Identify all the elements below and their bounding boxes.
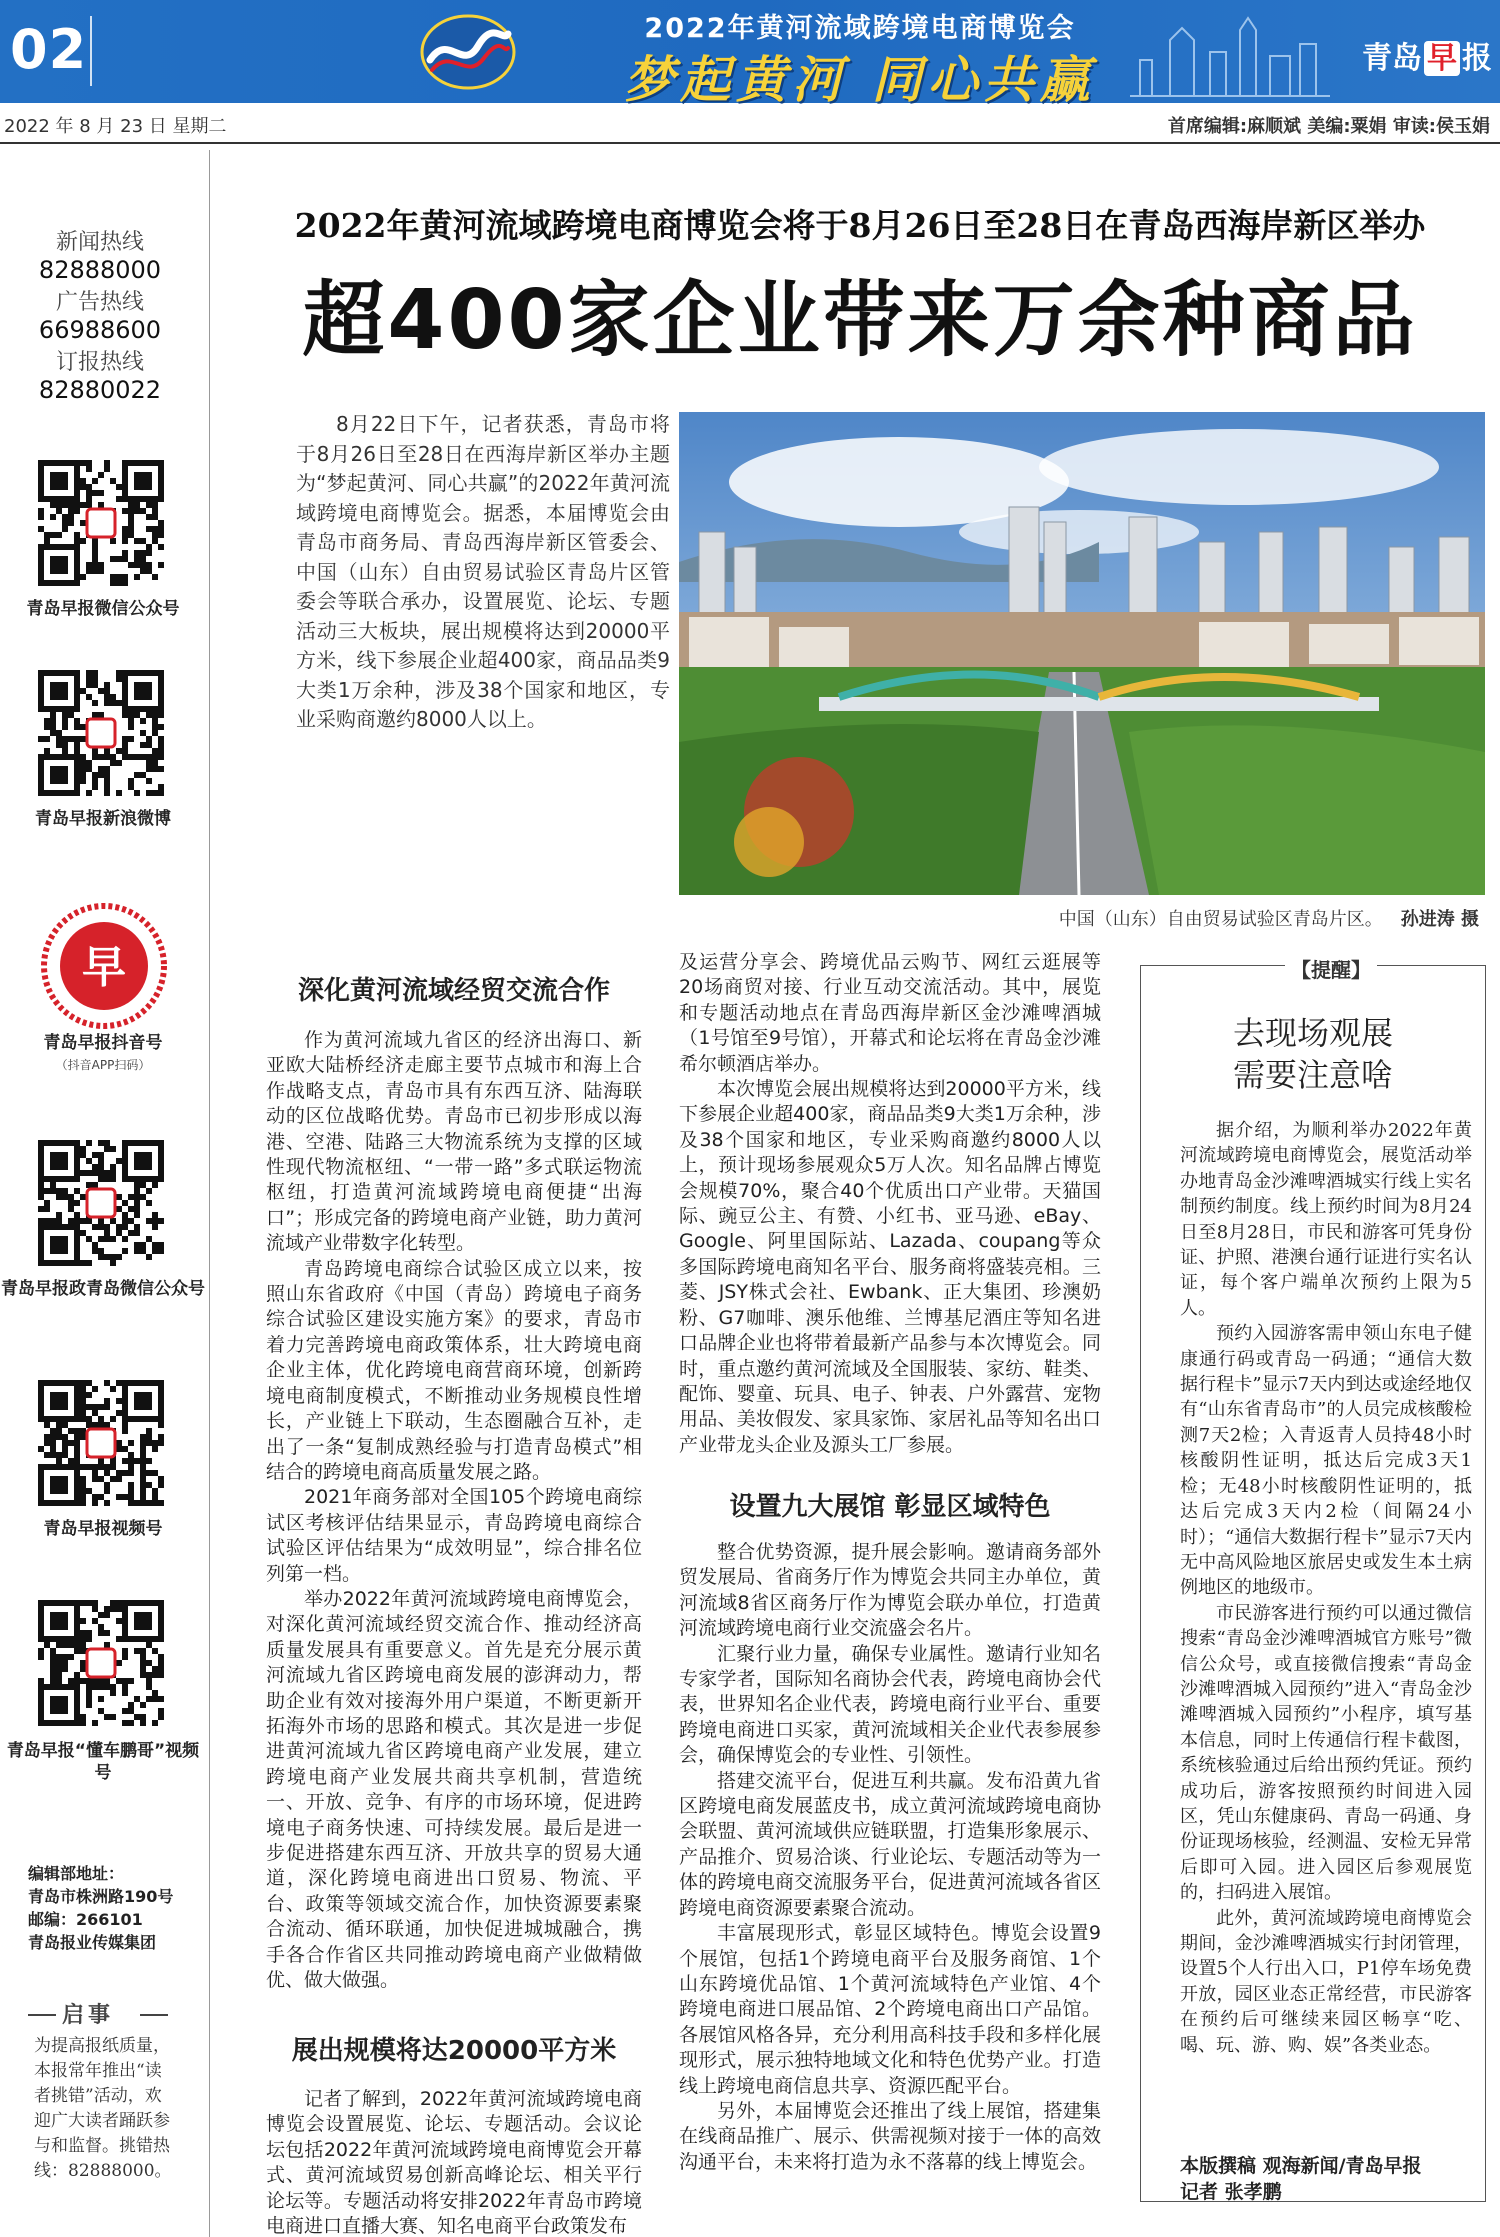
qr-code-zhengqingdao-icon[interactable] — [38, 1140, 164, 1266]
notice-rule-right — [140, 2014, 168, 2016]
hotline-number: 82880022 — [38, 376, 162, 404]
paragraph: 另外，本届博览会还推出了线上展馆，搭建集在线商品推广、展示、供需视频对接于一体的高效沟通平台，未来将打造为永不落幕的线上博览会。 — [679, 2099, 1101, 2173]
paper-name — [1362, 33, 1492, 77]
paragraph: 本次博览会展出规模将达到20000平方米，线下参展企业超400家，商品品类9大类1万余种，涉及38个国家和地区，专业采购商邀约8000人以上，预计现场参展观众5万人次。知名品牌占博览会规模70%，聚合40个优质出口产业带。天猫国际、豌豆公主、有赞、小红书、亚马逊、eBay、Google、阿里国际站、Lazada、coupang等众多国际跨境电商知名平台、服务商将盛装亮相。三菱、JSY株式会社、Ewbank、正大集团、珍澳奶粉、G7咖啡、澳乐他维、兰博基尼酒庄等知名进口品牌企业也将带着最新产品参与本次博览会。同时，重点邀约黄河流域及全国服装、家纺、鞋类、配饰、婴童、玩具、电子、钟表、户外露营、宠物用品、美妆假发、家具家饰、家居礼品等知名出口产业带龙头企业及源头工厂参展。 — [679, 1078, 1101, 1456]
paper-name-part3: 报 — [1462, 41, 1492, 76]
section-heading: 设置九大展馆 彰显区域特色 — [729, 1492, 1051, 1522]
editorial-address — [28, 1862, 173, 1954]
hotline-label: 广告热线 — [55, 290, 144, 315]
hotline-label: 新闻热线 — [55, 230, 144, 255]
banner-divider — [90, 16, 92, 86]
notice-body: 为提高报纸质量，本报常年推出“读者挑错”活动，欢迎广大读者踊跃参与和监督。挑错热线：82888000。 — [34, 2036, 172, 2181]
paragraph: 2021年商务部对全国105个跨境电商综试区考核评估结果显示，青岛跨境电商综合试验区评估结果为“成效明显”，综合排名位列第一档。 — [266, 1486, 642, 1585]
hotline-number: 82888000 — [38, 256, 162, 284]
paper-name-part2: 早 — [1424, 41, 1460, 76]
paragraph: 预约入园游客需申领山东电子健康通行码或青岛一码通；“通信大数据行程卡”显示7天内到达或途经地仅有“山东省青岛市”的人员完成核酸检测7天2检；入青返青人员持48小时核酸阴性证明，抵达后完成3天1检；无48小时核酸阴性证明的，抵达后完成3天内2检（间隔24小时）；“通信大数据行程卡”显示7天内无中高风险地区旅居史或发生本土病例地区的地级市。 — [1180, 1323, 1472, 1599]
qr-caption: 青岛早报微信公众号 — [26, 599, 180, 619]
expo-slogan: 梦起黄河 同心共赢 — [624, 50, 1096, 109]
article-column-3 — [679, 1540, 1101, 2175]
expo-title: 2022年黄河流域跨境电商博览会 — [644, 13, 1076, 44]
svg-text:早: 早 — [82, 942, 126, 993]
address-postcode: 邮编：266101 — [28, 1910, 143, 1929]
paper-name-part1: 青岛 — [1362, 41, 1422, 76]
paragraph: 搭建交流平台，促进互利共赢。发布沿黄九省区跨境电商发展蓝皮书，成立黄河流域跨境电商协会联盟、黄河流域供应链联盟，打造集形象展示、产品推介、贸易洽谈、行业论坛、专题活动等为一体的跨境电商交流服务平台，促进黄河流域各省区跨境电商资源要素聚合流动。 — [679, 1769, 1101, 1919]
address-group: 青岛报业传媒集团 — [28, 1933, 157, 1952]
notice-title: 启事 — [62, 2002, 115, 2028]
editors-credit: 首席编辑:麻顺斌 美编:粟娟 审读:侯玉娟 — [1167, 116, 1490, 137]
address-label: 编辑部地址： — [28, 1864, 125, 1883]
reminder-body — [1180, 1118, 1472, 2058]
reminder-title-line2: 需要注意啥 — [1232, 1056, 1393, 1094]
qr-caption: 青岛早报政青岛微信公众号 — [1, 1279, 205, 1299]
byline-reporter: 记者 张孝鹏 — [1180, 2181, 1282, 2203]
qr-caption: 青岛早报新浪微博 — [35, 809, 171, 829]
paragraph: 丰富展现形式，彰显区域特色。博览会设置9个展馆，包括1个跨境电商平台及服务商馆、1个山东跨境优品馆、1个黄河流域特色产业馆、4个跨境电商进口展品馆、2个跨境电商出口产品馆。各展馆风格各异，充分利用高科技手段和多样化展现形式，展示独特地域文化和特色优势产业。打造线上跨境电商信息共享、资源匹配平台。 — [679, 1922, 1101, 2097]
dateline: 2022 年 8 月 23 日 星期二 — [4, 116, 227, 137]
paragraph: 市民游客进行预约可以通过微信搜索“青岛金沙滩啤酒城官方账号”微信公众号，或直接微信搜索“青岛金沙滩啤酒城入园预约”进入“青岛金沙滩啤酒城入园预约”小程序，填写基本信息，同时上传通信行程卡截图，系统核验通过后给出预约凭证。预约成功后，游客按照预约时间进入园区，凭山东健康码、青岛一码通、身份证现场核验，经测温、安检无异常后即可入园。进入园区后参观展览的，扫码进入展馆。 — [1180, 1602, 1472, 1904]
reminder-title — [1140, 1012, 1486, 1096]
qr-code-car-video-icon[interactable] — [38, 1600, 164, 1726]
free-trade-zone-photo — [679, 412, 1485, 895]
skyline-illustration-icon — [1130, 10, 1330, 100]
paragraph: 举办2022年黄河流域跨境电商博览会，对深化黄河流域经贸交流合作、推动经济高质量发展具有重要意义。首先是充分展示黄河流域九省区跨境电商发展的澎湃动力，帮助企业有效对接海外用户渠道，不断更新开拓海外市场的思路和模式。其次是进一步促进黄河流域九省区跨境电商产业发展，建立跨境电商产业发展共商共享机制，营造统一、开放、竞争、有序的市场环境，促进跨境电子商务快速、可持续发展。最后是进一步促进搭建东西互济、开放共享的贸易大通道，深化跨境电商进出口贸易、物流、平台、政策等领域交流合作，加快资源要素聚合流动、循环联通，加快促进城城融合，携手各合作省区共同推动跨境电商产业做精做优、做大做强。 — [266, 1587, 642, 1992]
paragraph: 及运营分享会、跨境优品云购节、网红云逛展等20场商贸对接、行业互动交流活动。其中，展览和专题活动地点在青岛西海岸新区金沙滩啤酒城（1号馆至9号馆），开幕式和论坛将在青岛金沙滩希尔顿酒店举办。 — [679, 951, 1101, 1075]
douyin-logo-icon[interactable] — [40, 902, 168, 1030]
notice-rule-left — [28, 2014, 56, 2016]
paragraph: 据介绍，为顺利举办2022年黄河流域跨境电商博览会，展览活动举办地青岛金沙滩啤酒城实行线上实名制预约制度。线上预约时间为8月24日至8月28日，市民和游客可凭身份证、护照、港澳台通行证进行实名认证，每个客户端单次预约上限为5人。 — [1180, 1120, 1472, 1319]
hotline-subscribe — [0, 345, 200, 404]
photo-caption-text: 中国（山东）自由贸易试验区青岛片区。 — [1058, 909, 1383, 930]
hotline-news — [0, 225, 200, 284]
header-rule — [0, 142, 1500, 144]
paragraph: 记者了解到，2022年黄河流域跨境电商博览会设置展览、论坛、专题活动。会议论坛包括2022年黄河流域跨境电商博览会开幕式、黄河流域贸易创新高峰论坛、相关平行论坛等。专题活动将安排2022年青岛市跨境电商进口直播大赛、知名电商平台政策发布 — [266, 2088, 642, 2237]
page-number: 02 — [10, 18, 88, 81]
page-banner — [0, 0, 1500, 109]
article-column-1-end — [266, 2087, 642, 2237]
yellow-river-logo-icon — [418, 12, 518, 92]
reminder-title-line1: 去现场观展 — [1232, 1014, 1393, 1052]
hotline-ads — [0, 285, 200, 344]
photo-credit: 孙进涛 摄 — [1400, 909, 1479, 930]
qr-caption: 青岛早报“懂车鹏哥”视频号 — [6, 1741, 200, 1783]
qr-code-video-icon[interactable] — [38, 1380, 164, 1506]
hotline-label: 订报热线 — [55, 350, 144, 375]
section-heading: 深化黄河流域经贸交流合作 — [297, 976, 610, 1006]
qr-caption: 青岛早报视频号 — [43, 1519, 163, 1539]
article-headline: 超400家企业带来万余种商品 — [302, 273, 1418, 368]
paragraph: 青岛跨境电商综合试验区成立以来，按照山东省政府《中国（青岛）跨境电子商务综合试验区建设实施方案》的要求，青岛市着力完善跨境电商政策体系，壮大跨境电商企业主体，优化跨境电商营商环境，创新跨境电商制度模式，不断推动业务规模良性增长，产业链上下联动，生态圈融合互补，走出了一条“复制成熟经验与打造青岛模式”相结合的跨境电商高质量发展之路。 — [266, 1257, 642, 1483]
qr-caption-text: 青岛早报抖音号 — [43, 1033, 163, 1053]
reminder-tag: 【提醒】 — [1285, 954, 1377, 983]
article-lead: 8月22日下午，记者获悉，青岛市将于8月26日至28日在西海岸新区举办主题为“梦起黄河、同心共赢”的2022年黄河流域跨境电商博览会。据悉，本届博览会由青岛市商务局、青岛西海岸新区管委会、中国（山东）自由贸易试验区青岛片区管委会等联合承办，设置展览、论坛、专题活动三大板块，展出规模将达到20000平方米，线下参展企业超400家，商品品类9大类1万余种，涉及38个国家和地区，专业采购商邀约8000人以上。 — [296, 412, 670, 731]
paragraph: 整合优势资源，提升展会影响。邀请商务部外贸发展局、省商务厅作为博览会共同主办单位，黄河流域8省区商务厅作为博览会联办单位，打造黄河流域跨境电商行业交流盛会名片。 — [679, 1541, 1101, 1640]
section-heading: 展出规模将达20000平方米 — [291, 2036, 617, 2066]
byline — [1180, 2153, 1422, 2205]
paragraph: 汇聚行业力量，确保专业属性。邀请行业知名专家学者，国际知名商协会代表，跨境电商协会代表，世界知名企业代表，跨境电商行业平台、重要跨境电商进口买家，黄河流域相关企业代表参展参会，确保博览会的专业性、引领性。 — [679, 1642, 1101, 1767]
sidebar — [0, 150, 210, 2237]
byline-source: 本版撰稿 观海新闻/青岛早报 — [1180, 2155, 1422, 2177]
paragraph: 作为黄河流域九省区的经济出海口、新亚欧大陆桥经济走廊主要节点城市和海上合作战略支点，青岛市具有东西互济、陆海联动的区位战略优势。青岛市已初步形成以海港、空港、陆路三大物流系统为支撑的区域性现代物流枢纽、“一带一路”多式联运物流枢纽，打造黄河流域跨境电商便捷“出海口”；形成完备的跨境电商产业链，助力黄河流域产业带数字化转型。 — [266, 1029, 642, 1255]
photo-caption — [679, 905, 1479, 931]
qr-caption — [0, 1032, 206, 1076]
address-street: 青岛市株洲路190号 — [28, 1887, 174, 1906]
qr-code-wechat-icon[interactable] — [38, 460, 164, 586]
article-kicker: 2022年黄河流域跨境电商博览会将于8月26日至28日在青岛西海岸新区举办 — [294, 206, 1426, 245]
paragraph: 此外，黄河流域跨境电商博览会期间，金沙滩啤酒城实行封闭管理，设置5个人行出入口，P1停车场免费开放，园区业态正常经营，市民游客在预约后可继续来园区畅享“吃、喝、玩、游、购、娱”各类业态。 — [1180, 1907, 1472, 2056]
article-column-2 — [679, 950, 1101, 1458]
article-column-1 — [266, 1028, 642, 1993]
hotline-number: 66988600 — [38, 316, 162, 344]
qr-caption-sub: （抖音APP扫码） — [55, 1058, 151, 1072]
qr-code-weibo-icon[interactable] — [38, 670, 164, 796]
